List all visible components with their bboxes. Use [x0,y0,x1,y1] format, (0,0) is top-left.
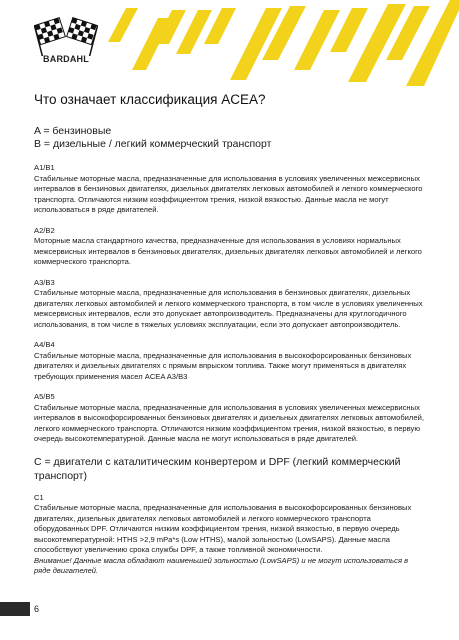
section-code: A4/B4 [34,340,55,349]
warning-text: Внимание! Данные масла обладают наименьшей зольностью (LowSAPS) и не могут использоваться в ряде двигателей. [34,555,409,575]
section-a4b4 [34,340,426,382]
section-code: A3/B3 [34,277,55,287]
section-text: Стабильные моторные масла, предназначенные для использования в высокофорсированных бензиновых двигателях и дизельных двигателях с прямым впрыском топлива. Также могут применяться в двигателях требующих применения масел ACEA A3/B3 [34,350,412,381]
section-text: Моторные масла стандартного качества, предназначенные для использования в условиях нормальных межсервисных интервалов в бензиновых двигателях, дизельных двигателях легковых автомобилей и легкого коммерческого транспорта. [34,236,422,266]
type-b-line: B = дизельные / легкий коммерческий транспорт [34,138,272,150]
section-code: C1 [34,492,44,502]
bardahl-logo [34,14,98,74]
section-text: Стабильные моторные масла, предназначенные для использования в условиях увеличенных межсервисных интервалов в высокофорсированных бензиновых двигателях и дизельных двигателях легковых автомобилей, легкого коммерческого транспорта. Отличаются низким коэффициентом трения, низкой вязкостью, в первую очередь высокотемпературной. Данные масла не могут использоваться в ряде двигателей. [34,402,424,443]
section-code: A1/B1 [34,163,55,172]
section-code: A2/B2 [34,225,55,235]
engine-type-legend [34,125,426,151]
section-text: Стабильные моторные масла, предназначенные для использования в высокофорсированных бензиновых двигателях, дизельных двигателях легковых автомобилей и легкого коммерческого транспорта оборудованных DPF. Отличаются низким коэффициентом трения, низкой вязкостью, в первую очередь высокотемпературной: HTHS >2,9 mPa*s (Low HTHS), малой зольностью (LowSAPS). Данные масла способствуют увеличению срока службы DPF, а также топливной экономичности. [34,503,412,554]
document-body [34,92,426,587]
section-a5b5 [34,392,426,445]
page-number: 6 [34,604,40,614]
section-c1 [34,493,426,577]
section-a2b2 [34,226,426,268]
section-a1b1 [34,163,426,216]
section-a3b3 [34,278,426,331]
section-text: Стабильные моторные масла, предназначенные для использования в бензиновых двигателях, дизельных двигателях легковых автомобилей и легкого коммерческого транспорта, в том числе в условиях увеличенных межсервисных интервалов, если это допускает автопроизводитель. Предназначены для круглогодичного использования, в том числе в тяжелых условиях эксплуатации, если это допускает автопроизводитель. [34,288,423,329]
section-code: A5/B5 [34,392,55,401]
page-title: Что означает классификация ACEA? [34,92,266,107]
type-a-line: A = бензиновые [34,125,112,137]
page-number-bar [0,602,30,616]
section-text: Стабильные моторные масла, предназначенные для использования в условиях увеличенных межсервисных интервалов в бензиновых двигателях, дизельных двигателях легковых автомобилей и легкого коммерческого транспорта. Отличаются низким коэффициентом трения, низкой вязкостью. Данные масла не могут использоваться в ряде двигателей. [34,173,423,214]
logo-text: BARDAHL [43,54,89,64]
checkered-flags-icon [34,14,98,56]
section-c-title: C = двигатели с каталитическим конвертером и DPF (легкий коммерческий транспорт) [34,455,401,482]
